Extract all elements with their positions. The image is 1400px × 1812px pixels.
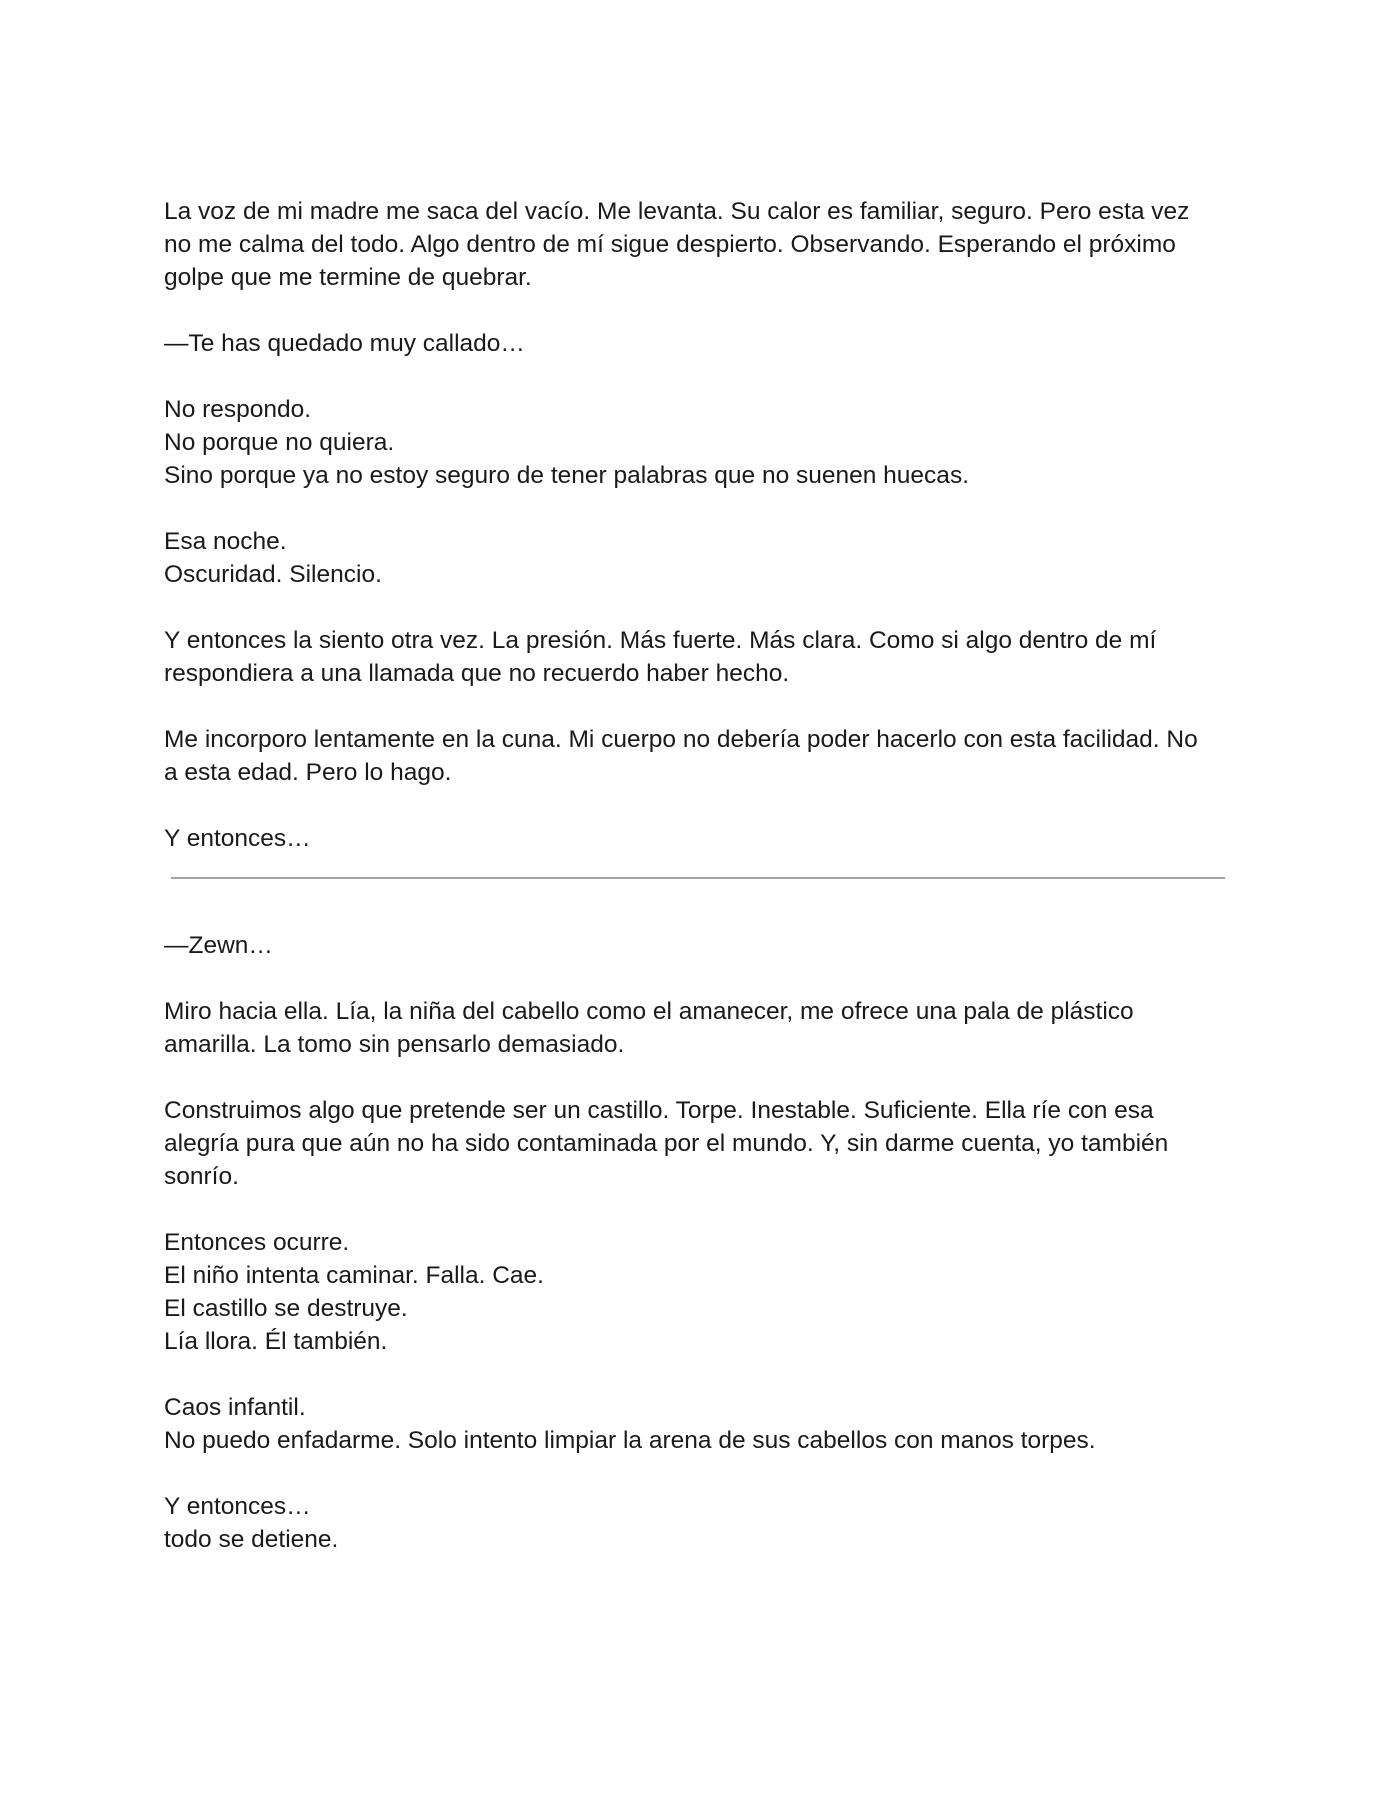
text-line: El castillo se destruye. [164,1295,408,1322]
text-line: —Zewn… [164,932,273,959]
text-line: a esta edad. Pero lo hago. [164,759,452,786]
text-line: todo se detiene. [164,1526,339,1553]
paragraph [164,1226,1244,1358]
paragraph [164,624,1244,690]
text-line: El niño intenta caminar. Falla. Cae. [164,1262,544,1289]
text-line: La voz de mi madre me saca del vacío. Me levanta. Su calor es familiar, seguro. Pero esta vez [164,198,1190,225]
text-line: Esa noche. [164,528,287,555]
paragraph [164,1094,1244,1193]
text-line: Me incorporo lentamente en la cuna. Mi cuerpo no debería poder hacerlo con esta facilidad. No [164,726,1198,753]
paragraph [164,995,1244,1061]
paragraph [164,822,1244,855]
text-line: —Te has quedado muy callado… [164,330,525,357]
paragraph [164,723,1244,789]
text-line: No puedo enfadarme. Solo intento limpiar la arena de sus cabellos con manos torpes. [164,1427,1096,1454]
text-line: Construimos algo que pretende ser un castillo. Torpe. Inestable. Suficiente. Ella ríe con esa [164,1097,1154,1124]
paragraph [164,525,1244,591]
text-line: no me calma del todo. Algo dentro de mí sigue despierto. Observando. Esperando el próximo [164,231,1176,258]
text-line: Y entonces… [164,825,311,852]
text-line: Oscuridad. Silencio. [164,561,382,588]
text-line: Miro hacia ella. Lía, la niña del cabello como el amanecer, me ofrece una pala de plástico [164,998,1134,1025]
document-body [164,195,1244,1589]
text-line: No respondo. [164,396,312,423]
dialogue-paragraph [164,929,1244,962]
text-line: golpe que me termine de quebrar. [164,264,532,291]
text-line: Y entonces la siento otra vez. La presión. Más fuerte. Más clara. Como si algo dentro de mí [164,627,1157,654]
text-line: Sino porque ya no estoy seguro de tener palabras que no suenen huecas. [164,462,969,489]
section-divider [171,877,1225,879]
text-line: Lía llora. Él también. [164,1328,388,1355]
text-line: alegría pura que aún no ha sido contaminada por el mundo. Y, sin darme cuenta, yo también [164,1130,1169,1157]
text-line: Y entonces… [164,1493,311,1520]
paragraph [164,1391,1244,1457]
paragraph [164,1490,1244,1556]
text-line: respondiera a una llamada que no recuerdo haber hecho. [164,660,790,687]
text-line: Caos infantil. [164,1394,306,1421]
text-line: No porque no quiera. [164,429,395,456]
paragraph [164,393,1244,492]
paragraph [164,195,1244,294]
text-line: sonrío. [164,1163,239,1190]
text-line: Entonces ocurre. [164,1229,350,1256]
text-line: amarilla. La tomo sin pensarlo demasiado. [164,1031,625,1058]
dialogue-paragraph [164,327,1244,360]
